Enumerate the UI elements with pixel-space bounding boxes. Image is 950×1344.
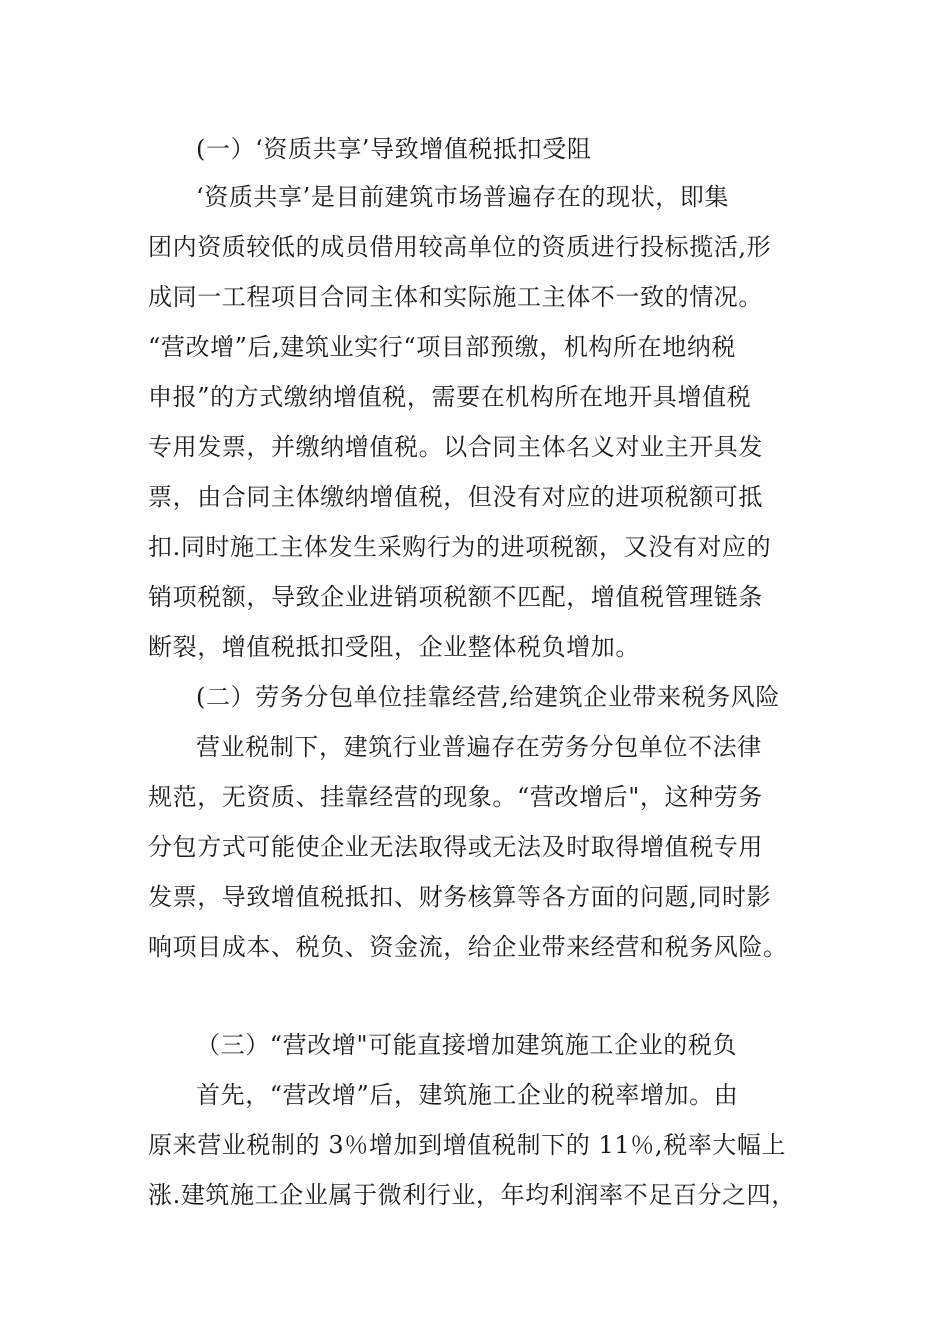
section-heading: (二）劳务分包单位挂靠经营,给建筑企业带来税务风险 (196, 683, 780, 711)
paragraph-line: 首先，“营改增”后，建筑施工企业的税率增加。由 (196, 1081, 739, 1109)
paragraph-line: 分包方式可能使企业无法取得或无法及时取得增值税专用 (148, 833, 763, 861)
paragraph-line: 断裂，增值税抵扣受阻，企业整体税负增加。 (148, 633, 640, 661)
section-heading: （三）“营改增"可能直接增加建筑施工企业的税负 (196, 1031, 738, 1059)
paragraph-line: 扣.同时施工主体发生采购行为的进项税额，又没有对应的 (148, 533, 772, 561)
paragraph-line: 成同一工程项目合同主体和实际施工主体不一致的情况。 (148, 283, 763, 311)
paragraph-line: 规范，无资质、挂靠经营的现象。“营改增后"，这种劳务 (148, 783, 763, 811)
section-heading: (一）‘资质共享’导致增值税抵扣受阻 (196, 135, 592, 163)
paragraph-line: 销项税额，导致企业进销项税额不匹配，增值税管理链条 (148, 583, 763, 611)
paragraph-line: “营改增”后,建筑业实行“项目部预缴，机构所在地纳税 (148, 333, 737, 361)
paragraph-line: 团内资质较低的成员借用较高单位的资质进行投标揽活,形 (148, 233, 772, 261)
paragraph-line: 响项目成本、税负、资金流，给企业带来经营和税务风险。 (148, 933, 788, 961)
paragraph-line: 申报”的方式缴纳增值税，需要在机构所在地开具增值税 (148, 383, 752, 411)
paragraph-line: 专用发票，并缴纳增值税。以合同主体名义对业主开具发 (148, 433, 763, 461)
paragraph-line: 营业税制下，建筑行业普遍存在劳务分包单位不法律 (196, 733, 762, 761)
paragraph-line: 票，由合同主体缴纳增值税，但没有对应的进项税额可抵 (148, 483, 763, 511)
paragraph-line: ‘资质共享’是目前建筑市场普遍存在的现状，即集 (196, 183, 730, 211)
paragraph-line: 原来营业税制的 3％增加到增值税制下的 11％,税率大幅上 (148, 1131, 787, 1159)
paragraph-line: 涨.建筑施工企业属于微利行业，年均利润率不足百分之四， (148, 1181, 796, 1209)
paragraph-line: 发票，导致增值税抵扣、财务核算等各方面的问题,同时影 (148, 883, 772, 911)
